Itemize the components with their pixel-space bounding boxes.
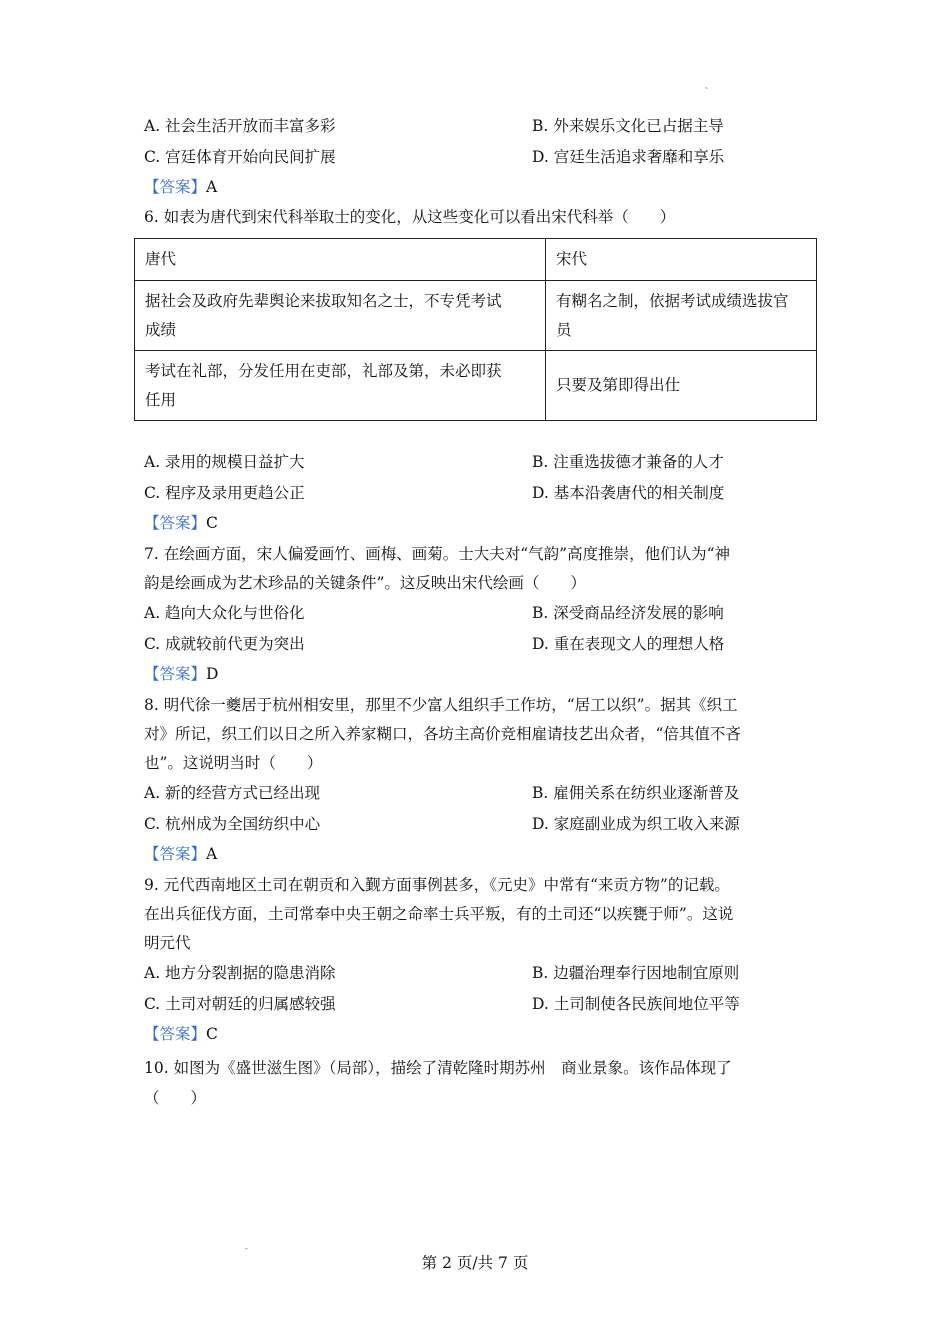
q6-table-header-song: 宋代	[546, 239, 817, 281]
q7-answer-value: D	[206, 665, 219, 683]
q9-stem-line-1: 9. 元代西南地区土司在朝贡和入觐方面事例甚多，《元史》中常有“来贡方物”的记载。	[144, 876, 730, 894]
answer-label: 【答案】	[144, 665, 207, 683]
q8-stem-line-3: 也”。这说明当时（ ）	[144, 754, 323, 772]
q6-table-header-tang: 唐代	[135, 239, 546, 281]
q8-stem-line-2: 对》所记，织工们以日之所入养家糊口，各坊主高价竞相雇请技艺出众者，“倍其值不吝	[144, 725, 741, 743]
bottom-mark: -	[245, 1244, 248, 1253]
q6-cell-line: 任用	[145, 390, 177, 409]
q9-stem-line-2: 在出兵征伐方面，土司常奉中央王朝之命率士兵平叛，有的土司还“以疾甕于师”。这说	[144, 905, 734, 923]
q6-cell-line: 据社会及政府先辈舆论来拔取知名之士，不专凭考试	[145, 291, 502, 310]
q6-option-b: B. 注重选拔德才兼备的人才	[532, 453, 724, 471]
q6-option-d: D. 基本沿袭唐代的相关制度	[532, 484, 725, 502]
q10-stem-line-1: 10. 如图为《盛世滋生图》（局部），描绘了清乾隆时期苏州 商业景象。该作品体现了	[144, 1059, 732, 1077]
q7-stem-line-1: 7. 在绘画方面，宋人偏爱画竹、画梅、画菊。士大夫对“气韵”高度推崇，他们认为“神	[144, 545, 730, 563]
q6-option-a: A. 录用的规模日益扩大	[144, 453, 305, 471]
q8-stem-line-1: 8. 明代徐一夔居于杭州相安里，那里不少富人组织手工作坊，“居工以织”。据其《织工	[144, 696, 738, 714]
q5-answer-value: A	[206, 178, 218, 196]
q6-answer-value: C	[206, 514, 218, 532]
q7-option-d: D. 重在表现文人的理想人格	[532, 635, 725, 653]
q5-answer	[144, 177, 217, 197]
q6-table	[134, 238, 817, 421]
answer-label: 【答案】	[144, 1025, 207, 1043]
answer-label: 【答案】	[144, 514, 207, 532]
q7-stem-line-2: 韵是绘画成为艺术珍品的关键条件”。这反映出宋代绘画（ ）	[144, 574, 586, 592]
q6-stem: 6. 如表为唐代到宋代科举取士的变化，从这些变化可以看出宋代科举（ ）	[144, 208, 676, 226]
q9-option-d: D. 土司制使各民族间地位平等	[532, 995, 740, 1013]
q5-option-d: D. 宫廷生活追求奢靡和享乐	[532, 148, 725, 166]
q9-stem-line-3: 明元代	[144, 934, 191, 952]
q6-cell-line: 员	[556, 320, 572, 339]
top-mark: 、	[705, 81, 713, 90]
q6-cell-line: 有糊名之制，依据考试成绩选拔官	[556, 291, 789, 310]
q8-answer	[144, 844, 217, 864]
q9-option-a: A. 地方分裂割据的隐患消除	[144, 964, 336, 982]
answer-label: 【答案】	[144, 845, 207, 863]
q8-option-c: C. 杭州成为全国纺织中心	[144, 815, 321, 833]
q7-option-a: A. 趋向大众化与世俗化	[144, 604, 305, 622]
q6-answer	[144, 513, 218, 533]
q5-option-c: C. 宫廷体育开始向民间扩展	[144, 148, 336, 166]
q8-answer-value: A	[206, 845, 218, 863]
q7-option-b: B. 深受商品经济发展的影响	[532, 604, 724, 622]
q6-cell-line: 只要及第即得出仕	[556, 376, 681, 394]
q6-option-c: C. 程序及录用更趋公正	[144, 484, 305, 502]
q7-answer	[144, 664, 218, 684]
q8-option-b: B. 雇佣关系在纺织业逐渐普及	[532, 784, 740, 802]
q6-cell-line: 考试在礼部，分发任用在吏部，礼部及第，未必即获	[145, 361, 502, 380]
q5-option-b: B. 外来娱乐文化已占据主导	[532, 117, 724, 135]
q6-table-cell	[135, 281, 546, 351]
q9-option-c: C. 土司对朝廷的归属感较强	[144, 995, 336, 1013]
q9-answer	[144, 1024, 218, 1044]
page-footer: 第 2 页/共 7 页	[421, 1254, 529, 1272]
q6-table-cell	[546, 281, 817, 351]
answer-label: 【答案】	[144, 178, 207, 196]
q6-table-cell	[135, 351, 546, 421]
q9-answer-value: C	[206, 1025, 218, 1043]
q7-option-c: C. 成就较前代更为突出	[144, 635, 305, 653]
q6-cell-line: 成绩	[145, 320, 177, 339]
q10-stem-line-2: （ ）	[144, 1089, 207, 1107]
q8-option-a: A. 新的经营方式已经出现	[144, 784, 321, 802]
q5-option-a: A. 社会生活开放而丰富多彩	[144, 117, 336, 135]
q9-option-b: B. 边疆治理奉行因地制宜原则	[532, 964, 740, 982]
q8-option-d: D. 家庭副业成为织工收入来源	[532, 815, 740, 833]
q6-table-cell	[546, 351, 817, 421]
